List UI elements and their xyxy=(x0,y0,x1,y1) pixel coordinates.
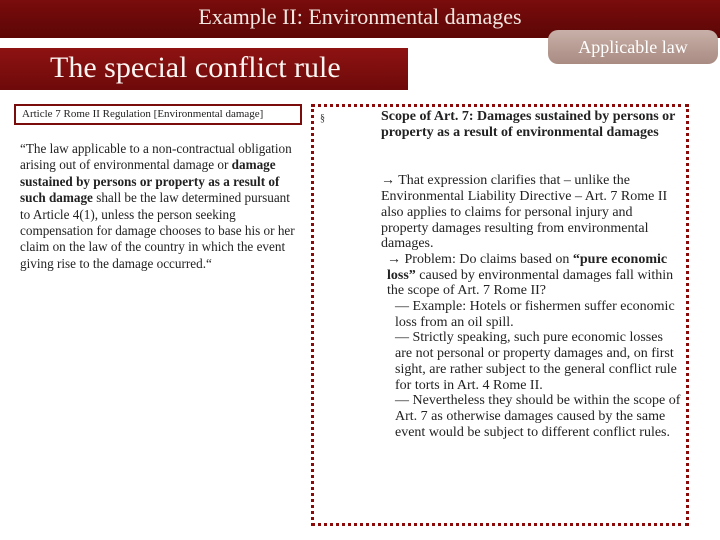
paragraph-problem xyxy=(381,252,681,299)
applicable-law-badge: Applicable law xyxy=(548,30,718,64)
scope-box xyxy=(311,104,689,526)
article-reference-label: Article 7 Rome II Regulation [Environmental damage] xyxy=(14,104,302,125)
section-subtitle: The special conflict rule xyxy=(50,51,341,84)
quote-text-start: “The law applicable to a non-contractual obligation arising out of environmental damage or xyxy=(20,141,292,173)
subtitle-bar xyxy=(0,48,408,90)
problem-bold-text: “pure economic loss” xyxy=(387,251,668,283)
quote-text-end: shall be the law determined pursuant to Article 4(1), unless the person seeking compensation for damage chooses to base his or her claim on the law of the country in which the event giving rise to the damage occurred.“ xyxy=(20,190,295,271)
problem-text-end: caused by environmental damages fall within the scope of Art. 7 Rome II? xyxy=(387,267,674,299)
scope-heading: Scope of Art. 7: Damages sustained by persons or property as a result of environmental damages xyxy=(381,109,676,140)
left-panel xyxy=(14,104,302,272)
paragraph-example: — Example: Hotels or fishermen suffer economic loss from an oil spill. xyxy=(395,299,675,330)
problem-text-start: → Problem: Do claims based on xyxy=(387,251,573,267)
article-quote xyxy=(14,141,302,272)
paragraph-strictly: — Strictly speaking, such pure economic losses are not personal or property damages and, on first sight, are rather subject to the general conflict rule for torts in Art. 4 Rome II. xyxy=(395,330,677,393)
quote-bold-text: damage sustained by persons or property as a result of such damage xyxy=(20,157,280,206)
section-bullet: § xyxy=(320,113,325,124)
slide-title: Example II: Environmental damages xyxy=(198,4,522,29)
scope-text xyxy=(381,109,681,440)
paragraph-nevertheless: — Nevertheless they should be within the scope of Art. 7 as otherwise damages caused by the same event would be subject to different conflict rules. xyxy=(395,393,681,440)
paragraph-clarification: → That expression clarifies that – unlike the Environmental Liability Directive – Art. 7 Rome II also applies to claims for personal injury and property damages resulting from environmental damages. xyxy=(381,173,668,252)
